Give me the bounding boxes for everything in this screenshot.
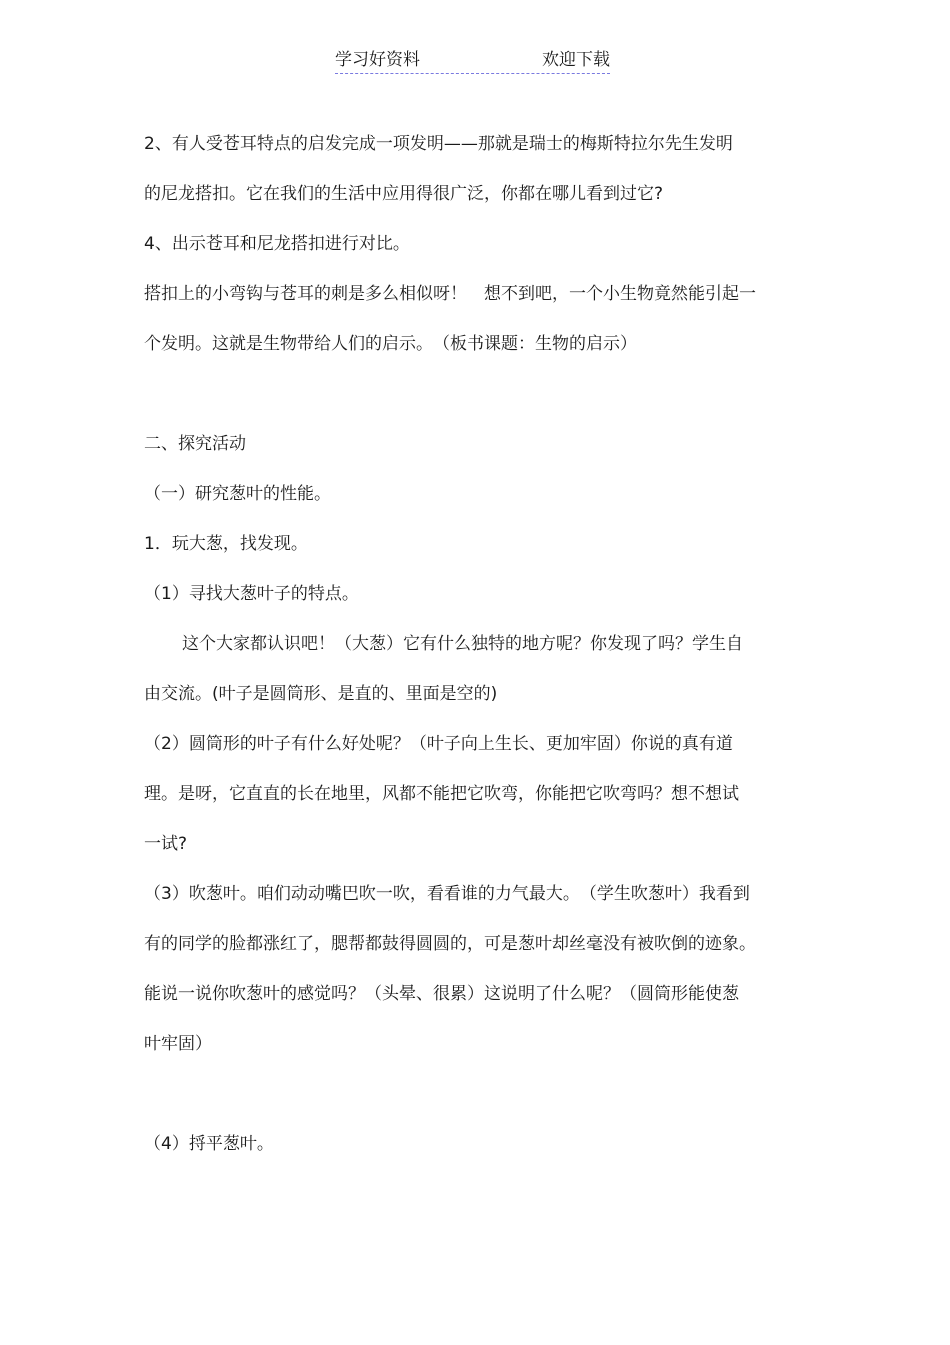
paragraph-line: 这个大家都认识吧！（大葱）它有什么独特的地方呢？你发现了吗？学生自 (182, 634, 743, 654)
paragraph-line: 一试? (144, 834, 188, 854)
paragraph-line: 由交流。(叶子是圆筒形、是直的、里面是空的) (144, 684, 498, 704)
paragraph-line: （3）吹葱叶。咱们动动嘴巴吹一吹，看看谁的力气最大。 （学生吹葱叶）我看到 (144, 884, 750, 904)
header-right-text: 欢迎下载 (542, 50, 610, 70)
paragraph-line: （4）捋平葱叶。 (144, 1134, 274, 1154)
subsection-heading: （一）研究葱叶的性能。 (144, 484, 331, 504)
section-heading: 二、探究活动 (144, 434, 246, 454)
paragraph-line: 有的同学的脸都涨红了，腮帮都鼓得圆圆的，可是葱叶却丝毫没有被吹倒的迹象。 (144, 934, 756, 954)
paragraph-line: 叶牢固） (144, 1034, 212, 1054)
page-header (335, 47, 610, 74)
header-left-text: 学习好资料 (335, 50, 420, 70)
paragraph-line: 搭扣上的小弯钩与苍耳的刺是多么相似呀！ 想不到吧，一个小生物竟然能引起一 (144, 284, 756, 304)
paragraph-line: 4、出示苍耳和尼龙搭扣进行对比。 (144, 234, 410, 254)
paragraph-line: （1）寻找大葱叶子的特点。 (144, 584, 359, 604)
paragraph-line: 个发明。这就是生物带给人们的启示。 （板书课题：生物的启示） (144, 334, 637, 354)
paragraph-line: 2、有人受苍耳特点的启发完成一项发明——那就是瑞士的梅斯特拉尔先生发明 (144, 134, 733, 154)
paragraph-line: 的尼龙搭扣。它在我们的生活中应用得很广泛，你都在哪儿看到过它? (144, 184, 664, 204)
paragraph-line: （2）圆筒形的叶子有什么好处呢？（叶子向上生长、更加牢固）你说的真有道 (144, 734, 733, 754)
paragraph-line: 理。是呀，它直直的长在地里，风都不能把它吹弯，你能把它吹弯吗？想不想试 (144, 784, 739, 804)
paragraph-line: 1．玩大葱，找发现。 (144, 534, 308, 554)
paragraph-line: 能说一说你吹葱叶的感觉吗？（头晕、很累）这说明了什么呢？（圆筒形能使葱 (144, 984, 739, 1004)
